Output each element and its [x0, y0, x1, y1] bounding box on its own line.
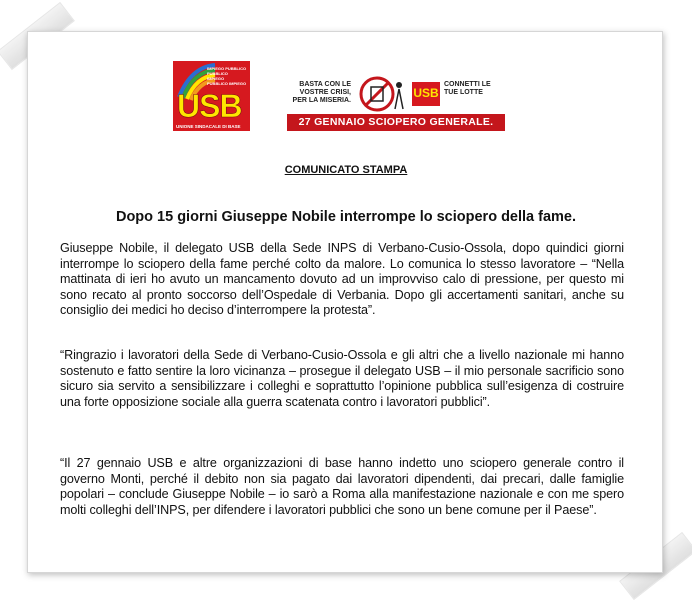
usb-logo — [173, 61, 250, 131]
banner-right-text: CONNETTI LE TUE LOTTE — [444, 81, 491, 96]
logo-subtitle: UNIONE SINDACALE DI BASE — [176, 124, 241, 129]
paragraph-2: “Ringrazio i lavoratori della Sede di Verbano-Cusio-Ossola e gli altri che a livello nazionale mi hanno sostenuto e fatto sentire la loro vicinanza – prosegue il delegato USB – il mio personale sacrificio sono sicuro sia servito a sensibilizzare i colleghi e soprattutto l’opinione pubblica sull’esigenza di costruire una forte opposizione sociale alla guerra scatenata contro i lavoratori pubblici”. — [60, 348, 624, 409]
paragraph-3: “Il 27 gennaio USB e altre organizzazioni di base hanno indetto uno sciopero generale contro il governo Monti, perché il debito non sia pagato dai lavoratori dipendenti, dai precari, dalle famiglie popolari – conclude Giuseppe Nobile – io sarò a Roma alla manifestazione nazionale e con me spero molti colleghi dell’INPS, per difendere i lavoratori pubblici che sono un bene comune per il Paese”. — [60, 456, 624, 517]
paragraph-1: Giuseppe Nobile, il delegato USB della Sede INPS di Verbano-Cusio-Ossola, dopo quindici giorni interrompe lo sciopero della fame perché colto da malore. Lo comunica lo stesso lavoratore – “Nella mattinata di ieri ho avuto un mancamento dovuto ad un improvviso calo di pressione, per questo mi sono recato al pronto soccorso dell’Ospedale di Verbania. Dopo gli accertamenti sanitari, anche su consiglio dei medici ho deciso d’interrompere la protesta”. — [60, 241, 624, 317]
banner-left-text: BASTA CON LE VOSTRE CRISI, PER LA MISERIA. — [292, 81, 351, 104]
banner-usb-logo: USB — [412, 82, 440, 106]
logo-stripe-text: IMPIEGO PUBBLICO PUBBLICO IMPIEGO PUBBLICO IMPIEGO — [207, 66, 247, 86]
no-sign-icon — [355, 75, 409, 113]
logo-brand: USB — [177, 88, 242, 124]
press-release-heading: COMUNICATO STAMPA — [284, 164, 408, 176]
strike-banner — [287, 73, 505, 133]
document-title: Dopo 15 giorni Giuseppe Nobile interrompe lo sciopero della fame. — [115, 209, 577, 225]
strike-date-bar: 27 GENNAIO SCIOPERO GENERALE. — [287, 114, 505, 131]
